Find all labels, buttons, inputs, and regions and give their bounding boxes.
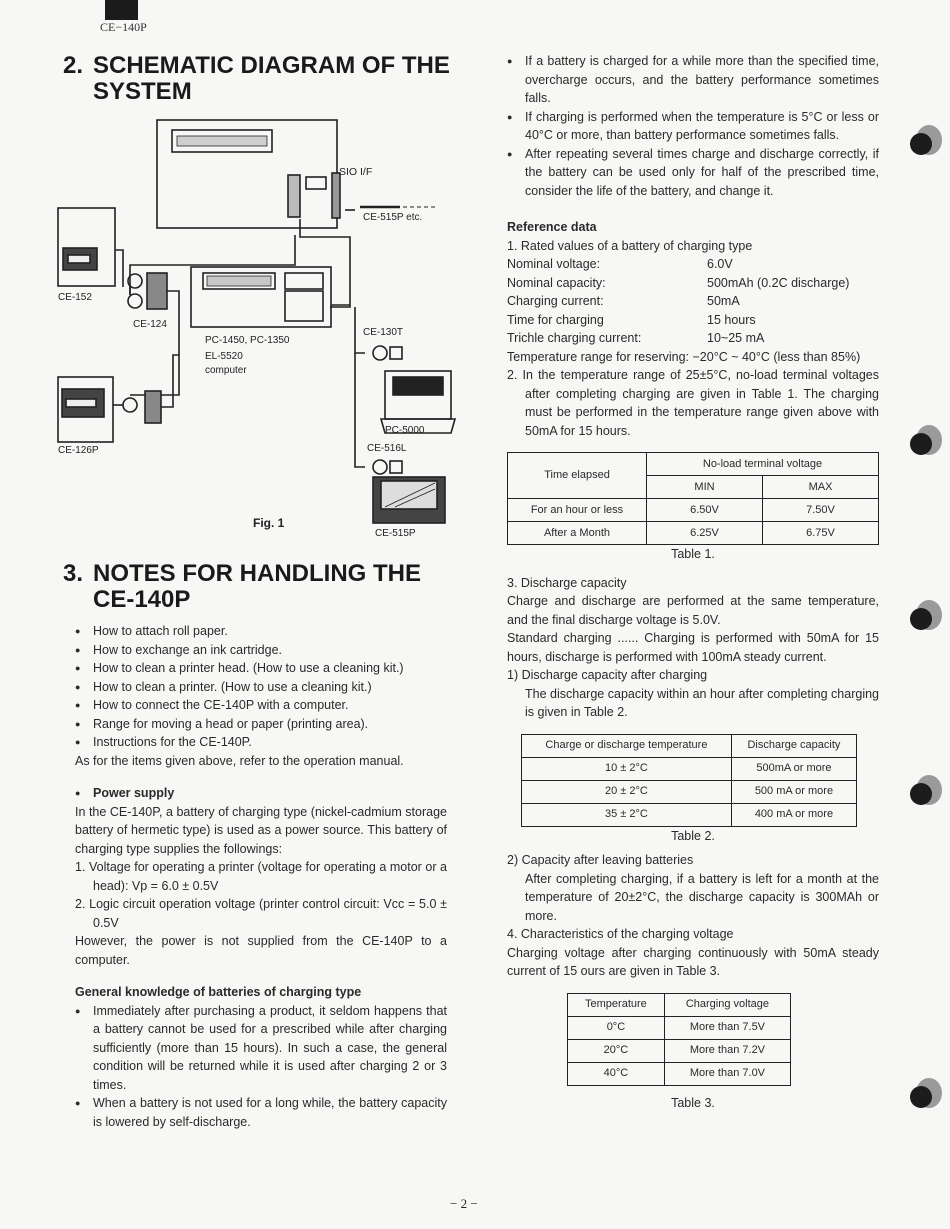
table-cell: 6.50V xyxy=(647,499,763,522)
system-diagram xyxy=(55,115,465,540)
section3-body xyxy=(75,622,447,1131)
section3-title-line2: CE-140P xyxy=(93,586,191,613)
list-item: ● How to attach roll paper. xyxy=(75,622,447,641)
table-cell: After a Month xyxy=(508,522,647,545)
list-item: ● Range for moving a head or paper (printing area). xyxy=(75,715,447,734)
list-item: ● If charging is performed when the temperature is 5°C or less or 40°C or more, than battery performance sometimes falls. xyxy=(507,108,879,145)
ref-item-4-text: Charging voltage after charging continuously with 50mA steady current of 15 ours are given in Table 3. xyxy=(507,945,879,978)
ref-item-3-1: 1) Discharge capacity after charging xyxy=(507,668,708,682)
after-bullets-text: As for the items given above, refer to the operation manual. xyxy=(75,753,404,768)
table-cell: 500 mA or more xyxy=(731,780,856,803)
kv-key: Trichle charging current: xyxy=(507,331,642,345)
header-block xyxy=(105,0,138,20)
kv-key: Nominal capacity: xyxy=(507,275,606,290)
kv-key: Charging current: xyxy=(507,294,604,308)
label-computer-l2: EL-5520 xyxy=(205,351,243,362)
section3-heading xyxy=(63,561,463,613)
ce152-device xyxy=(58,208,115,286)
section2-number: 2. xyxy=(63,52,84,79)
kv-value: 50mA xyxy=(707,294,740,308)
kv-value: 6.0V xyxy=(707,257,733,271)
label-ce130t: CE-130T xyxy=(363,327,404,338)
label-ce515p: CE-515P xyxy=(375,528,416,539)
table-header: Discharge capacity xyxy=(731,734,856,757)
ref-item-3: 3. Discharge capacity xyxy=(507,575,627,590)
binder-hole-icon xyxy=(916,125,942,155)
kv-row xyxy=(507,329,879,348)
kv-key: Time for charging xyxy=(507,312,604,327)
table-cell: 40°C xyxy=(568,1062,665,1085)
table-header: MAX xyxy=(762,476,878,499)
table-cell: 10 ± 2°C xyxy=(522,757,732,780)
label-ce516l: CE-516L xyxy=(367,443,407,454)
table-row xyxy=(522,780,857,803)
label-ce152: CE-152 xyxy=(58,292,92,303)
label-computer-l1: PC-1450, PC-1350 xyxy=(205,335,290,346)
label-ce126p: CE-126P xyxy=(58,445,99,456)
binder-hole-icon xyxy=(916,1078,942,1108)
kv-value: 15 hours xyxy=(707,312,756,327)
section2-heading xyxy=(63,53,463,105)
ref-item-4: 4. Characteristics of the charging voltage xyxy=(507,927,734,941)
table-row xyxy=(508,522,879,545)
section2-title-line2: SYSTEM xyxy=(93,78,192,105)
kv-value: 10~25 mA xyxy=(707,331,765,345)
table-row xyxy=(568,1016,791,1039)
temperature-range: Temperature range for reserving: −20°C ~ 40°C (less than 85%) xyxy=(507,349,861,364)
table-header: Charge or discharge temperature xyxy=(522,734,732,757)
section2-title-line1: SCHEMATIC DIAGRAM OF THE xyxy=(93,52,450,79)
ref-item-3-text: Charge and discharge are performed at the same temperature, and the final discharge voltage is 5.0V. xyxy=(507,594,879,627)
kv-row xyxy=(507,255,879,274)
table-header: Time elapsed xyxy=(508,453,647,499)
ref-item-3-standard: Standard charging ...... Charging is performed with 50mA for 15 hours, discharge is performed with 100mA steady current. xyxy=(507,631,879,664)
power-item-1: 1. Voltage for operating a printer (voltage for operating a motor or a head): Vp = 6.0 ± 0.5V xyxy=(75,860,447,893)
ref-item-3-2-text: After completing charging, if a battery is left for a month at the temperature of 20±2°C, the discharge capacity is 300MAh or more. xyxy=(525,871,879,923)
reference-data-heading: Reference data xyxy=(507,220,597,234)
kv-row xyxy=(507,292,879,311)
power-item-2: 2. Logic circuit operation voltage (printer control circuit: Vcc = 5.0 ± 0.5V xyxy=(75,897,447,930)
table-row xyxy=(508,499,879,522)
table-header: MIN xyxy=(647,476,763,499)
list-item: ● How to clean a printer head. (How to use a cleaning kit.) xyxy=(75,659,447,678)
kv-row xyxy=(507,274,879,293)
label-computer-l3: computer xyxy=(205,365,247,376)
power-after-text: However, the power is not supplied from the CE-140P to a computer. xyxy=(75,934,447,967)
list-item: ● When a battery is not used for a long while, the battery capacity is lowered by self-discharge. xyxy=(75,1094,447,1131)
table-cell: 500mA or more xyxy=(731,757,856,780)
table-header: Temperature xyxy=(568,993,665,1016)
table-cell: 35 ± 2°C xyxy=(522,803,732,826)
kv-value: 500mAh (0.2C discharge) xyxy=(707,275,850,290)
table-1-caption: Table 1. xyxy=(671,547,715,561)
list-item: ● How to clean a printer. (How to use a cleaning kit.) xyxy=(75,678,447,697)
table-row xyxy=(522,757,857,780)
table-cell: 0°C xyxy=(568,1016,665,1039)
ref-item-1: 1. Rated values of a battery of charging type xyxy=(507,238,753,253)
table-cell: More than 7.0V xyxy=(664,1062,790,1085)
ref-item-3-2: 2) Capacity after leaving batteries xyxy=(507,853,694,867)
table-cell: More than 7.5V xyxy=(664,1016,790,1039)
table-2-caption: Table 2. xyxy=(671,828,715,843)
table-cell: 20 ± 2°C xyxy=(522,780,732,803)
table-header: Charging voltage xyxy=(664,993,790,1016)
table-header: No-load terminal voltage xyxy=(647,453,879,476)
table-cell: 20°C xyxy=(568,1039,665,1062)
label-ce124: CE-124 xyxy=(133,319,167,330)
table-cell: More than 7.2V xyxy=(664,1039,790,1062)
label-sio: SIO I/F xyxy=(339,166,373,178)
binder-hole-icon xyxy=(916,425,942,455)
power-supply-text: In the CE-140P, a battery of charging type (nickel-cadmium storage battery of hermetic type) is used as a power source. This battery of charging type supplies the followings: xyxy=(75,804,447,856)
ref-item-3-1-text: The discharge capacity within an hour after completing charging is given in Table 2. xyxy=(525,686,879,719)
kv-row xyxy=(507,311,879,330)
section3-title-line1: NOTES FOR HANDLING THE xyxy=(93,560,421,587)
power-supply-heading-list xyxy=(75,784,447,803)
table-3-caption: Table 3. xyxy=(671,1095,715,1110)
list-item: ● After repeating several times charge and discharge correctly, if the battery can be used only for half of the prescribed time, consider the life of the battery, and change it. xyxy=(507,145,879,201)
page-number: − 2 − xyxy=(450,1196,478,1211)
kv-key: Nominal voltage: xyxy=(507,257,601,271)
right-column xyxy=(507,52,879,1112)
ref-item-2: 2. In the temperature range of 25±5°C, no-load terminal voltages after completing charging are given in Table 1. The charging must be performed in the temperature range given above with 50mA for 15 hours. xyxy=(507,368,879,438)
list-item: ● If a battery is charged for a while more than the specified time, overcharge occurs, and the battery performance sometimes falls. xyxy=(507,52,879,108)
table-row xyxy=(522,803,857,826)
table-1 xyxy=(507,452,879,545)
power-supply-heading: ● Power supply xyxy=(75,784,447,803)
list-item: ● How to connect the CE-140P with a computer. xyxy=(75,696,447,715)
list-item: ● Immediately after purchasing a product, it seldom happens that a battery cannot be used for a prescribed while after charging sufficiently (more than 15 hours). In such a case, the general condition will be returned while it is used after charging 2 or 3 times. xyxy=(75,1002,447,1095)
handling-list xyxy=(75,622,447,752)
general-knowledge-list xyxy=(75,1002,447,1132)
table-cell: For an hour or less xyxy=(508,499,647,522)
figure-caption: Fig. 1 xyxy=(253,516,285,530)
table-3 xyxy=(567,993,791,1086)
table-cell: 6.75V xyxy=(762,522,878,545)
general-knowledge-heading: General knowledge of batteries of charging type xyxy=(75,985,362,999)
binder-hole-icon xyxy=(916,600,942,630)
list-item: ● How to exchange an ink cartridge. xyxy=(75,641,447,660)
table-2 xyxy=(521,734,857,827)
table-cell: 7.50V xyxy=(762,499,878,522)
binder-hole-icon xyxy=(916,775,942,805)
table-cell: 6.25V xyxy=(647,522,763,545)
table-cell: 400 mA or more xyxy=(731,803,856,826)
section3-number: 3. xyxy=(63,560,84,587)
list-item: ● Instructions for the CE-140P. xyxy=(75,733,447,752)
table-row xyxy=(568,1039,791,1062)
battery-notes-list xyxy=(507,52,879,200)
label-ce515p-etc: CE-515P etc. xyxy=(363,212,423,223)
model-label: CE−140P xyxy=(100,20,147,34)
label-pc5000: PC-5000 xyxy=(385,425,425,436)
table-row xyxy=(568,1062,791,1085)
